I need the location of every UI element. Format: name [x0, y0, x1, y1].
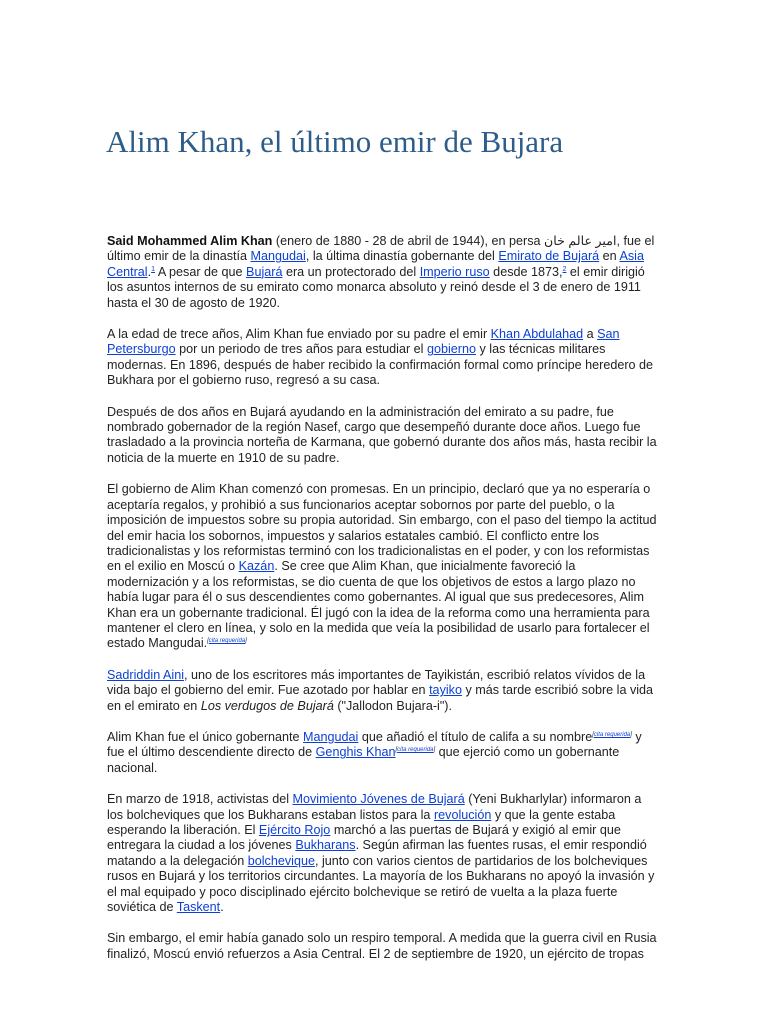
link-bujara[interactable]: Bujará: [246, 264, 283, 279]
text: y fue el último descendiente directo de: [107, 729, 642, 760]
book-title: Los verdugos de Bujará: [200, 698, 334, 713]
paragraph-education: [107, 327, 657, 389]
link-mangudai[interactable]: Mangudai: [250, 249, 306, 264]
text: y que la gente estaba esperando la liberación. El: [107, 807, 616, 837]
text: que añadió el título de califa a su nombre: [358, 729, 593, 744]
paragraph-caliph: [107, 730, 657, 776]
link-gobierno[interactable]: gobierno: [426, 342, 476, 357]
text: en: [599, 249, 620, 264]
link-asia-central[interactable]: Asia Central: [107, 249, 644, 279]
citation-needed: [cita requerida]: [207, 638, 247, 645]
text: , uno de los escritores más importantes de Tayikistán, escribió relatos vívidos de la vida bajo el gobierno del emir. Fue azotado por hablar en: [107, 667, 646, 698]
footnote-1[interactable]: 1: [151, 265, 156, 273]
page-title: Alim Khan, el último emir de Bujara: [106, 124, 564, 159]
link-ejercito-rojo[interactable]: Ejército Rojo: [258, 823, 331, 837]
citation-needed: [cita requerida]: [395, 747, 436, 754]
text: que ejerció como un gobernante nacional.: [107, 745, 620, 775]
link-taskent[interactable]: Taskent: [176, 900, 221, 915]
paragraph-1920: Sin embargo, el emir había ganado solo un respiro temporal. A medida que la guerra civil en Rusia finalizó, Moscú envió refuerzos a Asia Central. El 2 de septiembre de 1920, un ejército de tropas: [107, 931, 657, 961]
link-khan-abdulahad[interactable]: Khan Abdulahad: [490, 327, 584, 342]
text: desde 1873,: [489, 264, 563, 279]
paragraph-intro: Said Mohammed Alim Khan (enero de 1880 - 28 de abril de 1944), en persa امیر عالم خان, fue el último emir de la dinastía Mangudai, la última dinastía gobernante del Emirato de Bujará en Asia Central.$^1$ A pesar de que Bujará era un protectorado del Imperio ruso desde 1873,$^2$ el emir dirigió los asuntos internos de su emirato como monarca absoluto y reinó desde el 3 de enero de 1911 hasta el 30 de agosto de 1920.: [107, 234, 655, 310]
link-genghis-khan[interactable]: Genghis Khan: [315, 745, 396, 760]
text: .: [220, 900, 224, 915]
paragraph-reign: [107, 482, 657, 651]
paragraph-1918: [107, 792, 657, 915]
link-sadriddin-aini[interactable]: Sadriddin Aini: [107, 667, 185, 682]
text: y las técnicas militares modernas. En 1896, después de haber recibido la confirmación formal como príncipe heredero de Bukhara por el gobierno ruso, regresó a su casa.: [107, 342, 654, 388]
text: El gobierno de Alim Khan comenzó con promesas. En un principio, declaró que ya no esperaría o aceptaría regalos, y prohibió a sus funcionarios aceptar sobornos por parte del pueblo, o la imposición de impuestos sobre su propia autoridad. Sin embargo, con el paso del tiempo la actitud del emir hacia los sobornos, impuestos y salarios estatales cambió. El conflicto entre los tradicionalistas y los reformistas terminó con los tradicionalistas en el poder, y con los reformistas en el exilio en Moscú o: [107, 482, 657, 574]
text: por un periodo de tres años para estudiar el: [175, 342, 427, 357]
link-bukharans[interactable]: Bukharans: [295, 838, 356, 853]
link-tayiko[interactable]: tayiko: [429, 683, 462, 698]
text: , junto con varios cientos de partidarios de los bolcheviques rusos en Bujará y los territorios circundantes. La mayoría de los Bukharans no apoyó la invasión y el mal equipado y poco disciplinado ejército bolchevique se retiró de vuelta a la plaza fuerte soviética de: [107, 853, 655, 915]
link-mangudai[interactable]: Mangudai: [303, 729, 359, 744]
link-cita-requerida[interactable]: cita requerida: [593, 731, 631, 738]
subject-name: Said Mohammed Alim Khan: [107, 234, 273, 248]
link-san-petersburgo[interactable]: San Petersburgo: [107, 327, 620, 357]
article-body: [107, 234, 657, 978]
text: el emir dirigió los asuntos internos de su emirato como monarca absoluto y reinó desde el 3 de enero de 1911 hasta el 30 de agosto de 1920.: [107, 264, 645, 310]
text: a: [583, 327, 598, 342]
link-imperio-ruso[interactable]: Imperio ruso: [419, 264, 490, 279]
text: Alim Khan fue el único gobernante: [107, 729, 304, 744]
text: era un protectorado del: [282, 264, 420, 279]
link-movimiento-jovenes-de-bujara[interactable]: Movimiento Jóvenes de Bujará: [292, 792, 465, 807]
text: y más tarde escribió sobre la vida en el emirato en: [107, 683, 654, 713]
link-emirato-de-bujara[interactable]: Emirato de Bujará: [498, 249, 600, 264]
text: . Se cree que Alim Khan, que inicialmente favoreció la modernización y a los reformistas, se dio cuenta de que los objetivos de estos a largo plazo no había lugar para él o sus descendientes como gobernantes. Al igual que sus predecesores, Alim Khan era un gobernante tradicional. Él jugó con la idea de la reforma como una herramienta para mantener el clero en línea, y solo en la medida que veía la posibilidad de usarlo para fortalecer el estado Mangudai.: [107, 559, 650, 651]
text: En marzo de 1918, activistas del: [107, 792, 293, 807]
text: (Yeni Bukharlylar) informaron a los bolcheviques que los Bukharans estaban listos para la: [107, 792, 642, 822]
text: , la última dinastía gobernante del: [305, 249, 499, 264]
text: . Según afirman las fuentes rusas, el emir respondió matando a la delegación: [107, 838, 647, 868]
text: (enero de 1880 - 28 de abril de 1944), en persa: [272, 234, 545, 248]
text: ("Jallodon Bujara-i").: [333, 698, 452, 713]
link-bolchevique[interactable]: bolchevique: [247, 853, 315, 868]
text: marchó a las puertas de Bujará y exigió al emir que entregara la ciudad a los jóvenes: [107, 823, 621, 853]
paragraph-governor: Después de dos años en Bujará ayudando en la administración del emirato a su padre, fue nombrado gobernador de la región Nasef, cargo que desempeñó durante doce años. Luego fue trasladado a la provincia norteña de Karmana, que gobernó durante dos años más, hasta recibir la noticia de la muerte en 1910 de su padre.: [107, 404, 657, 465]
link-cita-requerida[interactable]: cita requerida: [208, 638, 246, 645]
persian-name: امیر عالم خان: [544, 234, 617, 248]
text: A pesar de que: [155, 264, 247, 279]
text: A la edad de trece años, Alim Khan fue enviado por su padre el emir: [107, 327, 491, 342]
citation-needed: [cita requerida]: [592, 731, 632, 738]
link-revolucion[interactable]: revolución: [433, 807, 492, 822]
link-kazan[interactable]: Kazán: [238, 559, 275, 574]
link-cita-requerida[interactable]: cita requerida: [397, 747, 434, 754]
text: , fue el último emir de la dinastía: [107, 234, 655, 264]
footnote-2[interactable]: 2: [562, 265, 567, 273]
paragraph-aini: [107, 668, 657, 714]
